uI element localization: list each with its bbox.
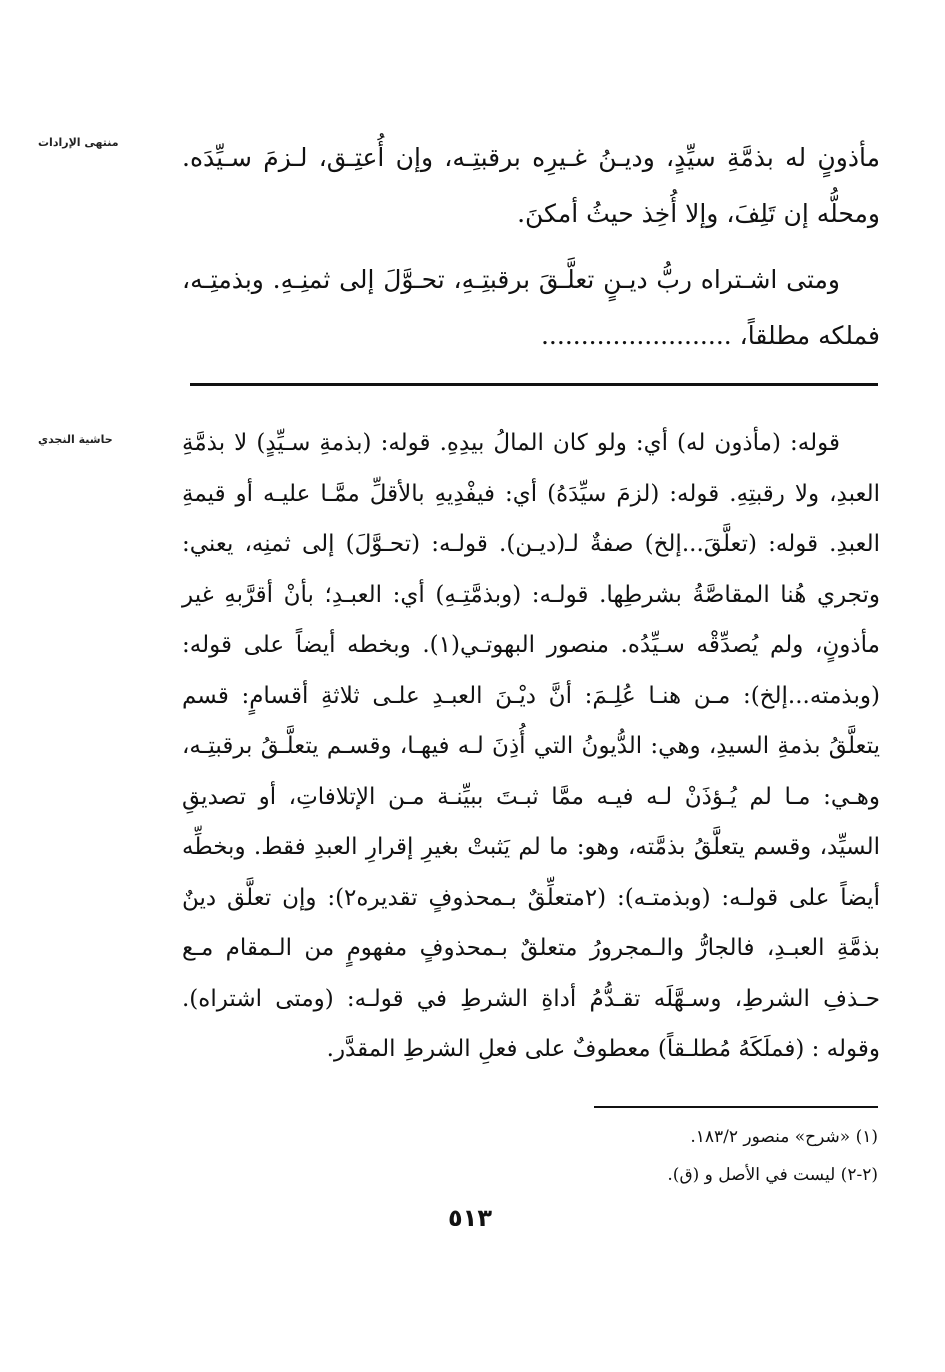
section-divider xyxy=(190,383,878,386)
matn-text-block xyxy=(182,130,880,364)
matn-paragraph: ومتى اشـتراه ربُّ ديـنٍ تعلَّـقَ برقبتِـهِ، تحـوَّلَ إلى ثمنِـهِ. وبذمتِـه، فملكه مطلقاً، ........................ xyxy=(182,265,880,350)
page-number: ٥١٣ xyxy=(448,1204,492,1232)
footnote-item: (٢-٢) ليست في الأصل و (ق). xyxy=(667,1165,878,1185)
matn-paragraph: مأذونٍ له بذمَّةِ سيِّدٍ، وديـنُ غـيرِه برقبتِـه، وإن أُعتِـق، لـزمَ سـيِّدَه. ومحلُّه إن تَلِفَ، وإلا أُخِذ حيثُ أمكنَ. xyxy=(182,143,880,228)
footnote-item: (١) «شرح» منصور ١٨٣/٢. xyxy=(690,1127,878,1147)
hashiya-side-label: حاشية النجدي xyxy=(38,433,113,446)
matn-side-label: منتهى الإرادات xyxy=(38,136,119,149)
footnote-divider xyxy=(594,1106,878,1108)
commentary-paragraph: قوله: (مأذون له) أي: ولو كان المالُ بيدِهِ. قوله: (بذمةِ سـيِّدٍ) لا بذمَّةِ العبدِ، ولا رقبتِهِ. قوله: (لزمَ سيِّدَهُ) أي: فيفْدِيهِ بالأقلِّ ممَّـا عليـه أو قيمةِ العبدِ. قوله: (تعلَّقَ...إلخ) صفةٌ لـ(ديـن). قولـه: (تحـوَّلَ) إلى ثمنِه، يعني: وتجري هُنا المقاصَّةُ بشرطِها. قولـه: (وبذمَّتِـهِ) أي: العبـدِ؛ بأنْ أقرَّبهِ غير مأذونٍ، ولم يُصدِّقْه سـيِّدُه. منصور البهوتـي(١). وبخطه أيضاً على قوله: (وبذمته...إلخ): مـن هنـا عُلِـمَ: أنَّ ديْـنَ العبـدِ علـى ثلاثةِ أقسامٍ: قسم يتعلَّقُ بذمةِ السيدِ، وهي: الدُّيونُ التي أُذِنَ لـه فيهـا، وقسـم يتعلَّـقُ برقبتِـه، وهـي: مـا لم يُـؤذَنْ لـه فيـه ممَّا ثبـتَ ببيِّنـة مـن الإتلافاتِ، أو تصديقِ السيِّد، وقسم يتعلَّقُ بذمَّته، وهو: ما لم يَثبتْ بغيرِ إقرارِ العبدِ فقط. وبخطِّه أيضاً على قولـه: (وبذمتـه): (٢متعلِّقٌ بـمحذوفٍ تقديره٢): وإن تعلَّق دينٌ بذمَّةِ العبـدِ، فالجارُّ والـمجرورُ متعلقٌ بـمحذوفٍ مفهومٍ من الـمقام مـع حـذفِ الشرطِ، وسـهَّلَه تقـدُّمُ أداةِ الشرطِ في قولـه: (ومتى اشتراه). وقوله : (فملَكَهُ مُطلـقاً) معطوفٌ على فعلِ الشرطِ المقدَّر. xyxy=(182,430,880,1062)
commentary-text-block xyxy=(182,418,880,1075)
footnotes xyxy=(300,1118,878,1194)
